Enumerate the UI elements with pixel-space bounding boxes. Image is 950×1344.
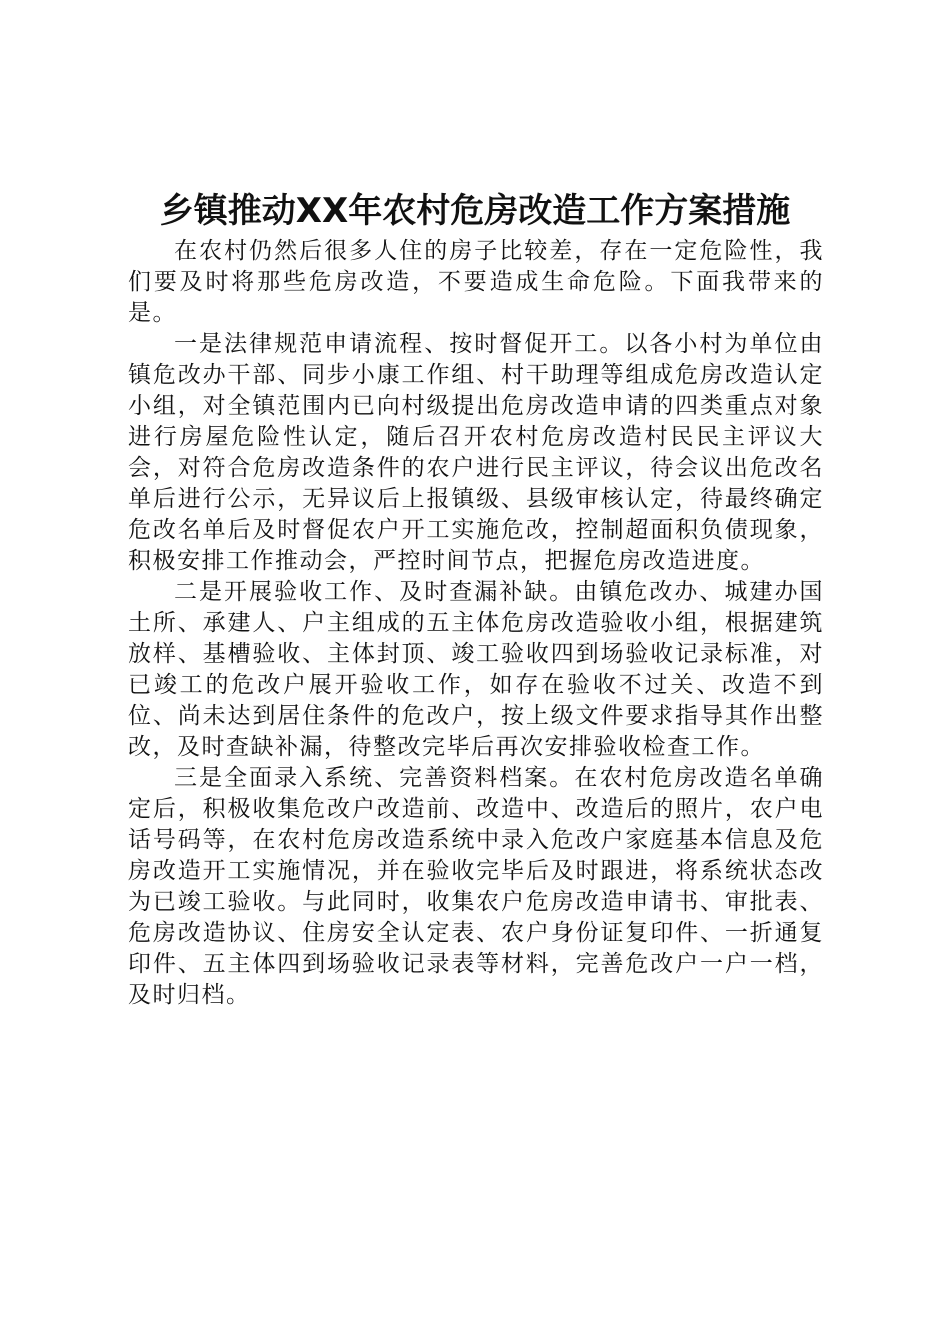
paragraph-point-two: 二是开展验收工作、及时查漏补缺。由镇危改办、城建办国土所、承建人、户主组成的五主体危房改造验收小组，根据建筑放样、基槽验收、主体封顶、竣工验收四到场验收记录标准，对已竣工的危改户展开验收工作，如存在验收不过关、改造不到位、尚未达到居住条件的危改户，按上级文件要求指导其作出整改，及时查缺补漏，待整改完毕后再次安排验收检查工作。 — [128, 579, 824, 760]
document-title: 乡镇推动XX年农村危房改造工作方案措施 — [159, 191, 791, 231]
document-body — [128, 236, 824, 1011]
paragraph-point-one: 一是法律规范申请流程、按时督促开工。以各小村为单位由镇危改办干部、同步小康工作组、村干助理等组成危房改造认定小组，对全镇范围内已向村级提出危房改造申请的四类重点对象进行房屋危险性认定，随后召开农村危房改造村民民主评议大会，对符合危房改造条件的农户进行民主评议，待会议出危改名单后进行公示，无异议后上报镇级、县级审核认定，待最终确定危改名单后及时督促农户开工实施危改，控制超面积负债现象，积极安排工作推动会，严控时间节点，把握危房改造进度。 — [128, 331, 824, 574]
paragraph-intro: 在农村仍然后很多人住的房子比较差，存在一定危险性，我们要及时将那些危房改造，不要造成生命危险。下面我带来的是。 — [128, 238, 824, 326]
paragraph-point-three: 三是全面录入系统、完善资料档案。在农村危房改造名单确定后，积极收集危改户改造前、改造中、改造后的照片，农户电话号码等，在农村危房改造系统中录入危改户家庭基本信息及危房改造开工实施情况，并在验收完毕后及时跟进，将系统状态改为已竣工验收。与此同时，收集农户危房改造申请书、审批表、危房改造协议、住房安全认定表、农户身份证复印件、一折通复印件、五主体四到场验收记录表等材料，完善危改户一户一档，及时归档。 — [128, 765, 824, 1008]
